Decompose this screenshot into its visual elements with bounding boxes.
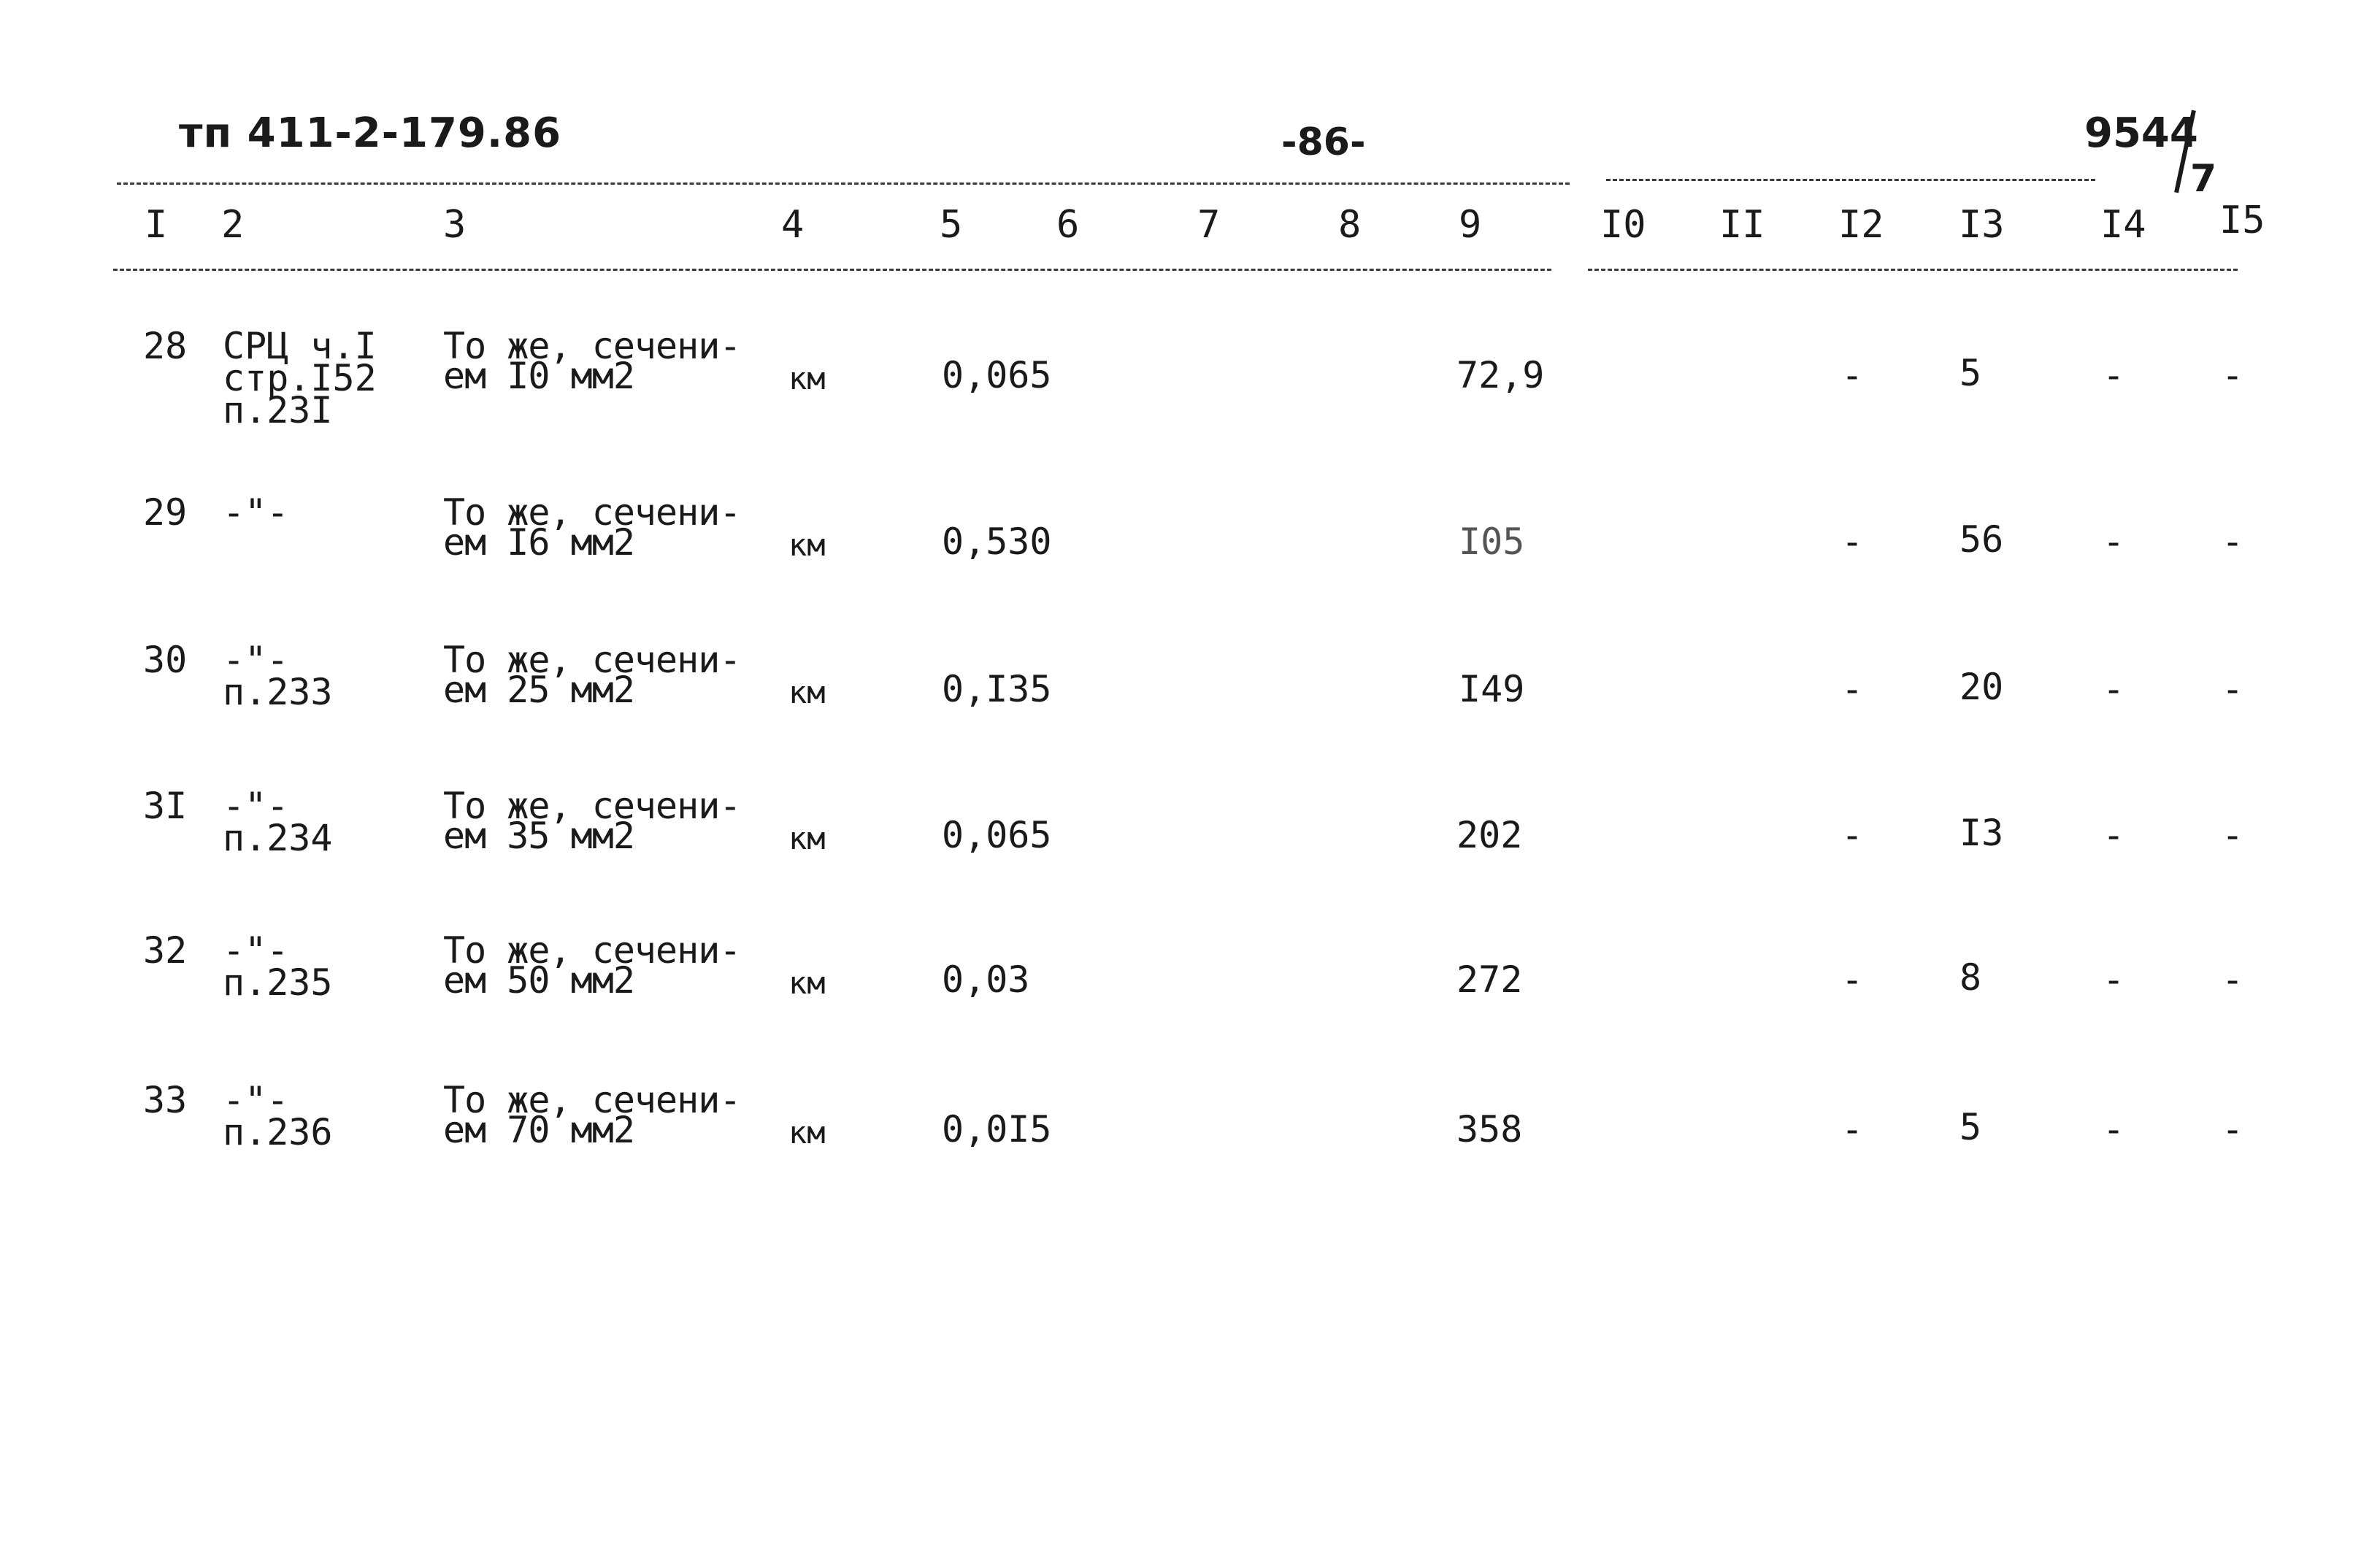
header-bottom-rule-right: [1588, 269, 2238, 271]
col9-value: I05: [1459, 520, 1525, 563]
reference-line: п.233: [223, 671, 333, 713]
col15-value: -: [2222, 958, 2244, 1001]
description-line: ем 50 мм2: [443, 959, 634, 1002]
row-number: 30: [143, 639, 188, 681]
col-header: 5: [940, 203, 963, 247]
header-bottom-rule: [113, 269, 1551, 271]
col9-value: 202: [1456, 814, 1523, 856]
page-number: -86-: [1281, 120, 1366, 164]
row-number: 32: [143, 929, 188, 972]
col13-value: 8: [1959, 956, 1982, 999]
col-header: 8: [1338, 203, 1362, 247]
reference-line: -"-: [223, 1079, 289, 1121]
description-line: То же, сечени-: [443, 325, 741, 367]
description-line: То же, сечени-: [443, 785, 741, 827]
row-number: 3I: [143, 785, 188, 827]
unit: км: [788, 965, 826, 1001]
description-line: То же, сечени-: [443, 639, 741, 681]
col-header: 7: [1197, 203, 1221, 247]
col12-value: -: [1841, 354, 1864, 396]
col9-value: 358: [1456, 1108, 1523, 1150]
col-header: I4: [2100, 203, 2146, 247]
col-header: I5: [2219, 199, 2265, 242]
col14-value: -: [2103, 814, 2125, 856]
col-header: 9: [1459, 203, 1482, 247]
unit: км: [788, 361, 826, 396]
description-line: То же, сечени-: [443, 929, 741, 972]
col13-value: 56: [1959, 518, 2004, 561]
col14-value: -: [2103, 1108, 2125, 1150]
col13-value: 5: [1959, 1106, 1982, 1148]
document-code: тп 411-2-179.86: [179, 109, 562, 157]
col12-value: -: [1841, 520, 1864, 563]
col14-value: -: [2103, 354, 2125, 396]
col13-value: 20: [1959, 666, 2004, 708]
sheet-code: 9544: [2084, 109, 2198, 157]
col15-value: -: [2222, 354, 2244, 396]
col14-value: -: [2103, 520, 2125, 563]
col5-value: 0,065: [942, 354, 1052, 396]
col15-value: -: [2222, 1108, 2244, 1150]
col-header: 4: [781, 203, 805, 247]
header-top-rule: [117, 182, 1570, 185]
col9-value: I49: [1459, 668, 1525, 710]
unit: км: [788, 675, 826, 710]
col12-value: -: [1841, 1108, 1864, 1150]
unit: км: [788, 1115, 826, 1150]
col14-value: -: [2103, 958, 2125, 1001]
reference-line: п.23I: [223, 389, 333, 431]
description-line: ем 25 мм2: [443, 669, 634, 711]
col5-value: 0,065: [942, 814, 1052, 856]
reference-line: -"-: [223, 785, 289, 827]
reference-line: -"-: [223, 491, 289, 534]
col12-value: -: [1841, 668, 1864, 710]
row-number: 33: [143, 1079, 188, 1121]
description-line: То же, сечени-: [443, 1079, 741, 1121]
description-line: ем I6 мм2: [443, 521, 634, 564]
col5-value: 0,0I5: [942, 1108, 1052, 1150]
header-top-rule-right: [1606, 179, 2095, 181]
col13-value: 5: [1959, 352, 1982, 394]
col-header: I: [145, 203, 168, 247]
col-header: 2: [221, 203, 245, 247]
col15-value: -: [2222, 814, 2244, 856]
col-header: I0: [1600, 203, 1646, 247]
col12-value: -: [1841, 958, 1864, 1001]
reference-line: п.235: [223, 961, 333, 1004]
row-number: 28: [143, 325, 188, 367]
col9-value: 72,9: [1456, 354, 1545, 396]
col12-value: -: [1841, 814, 1864, 856]
description-line: ем 70 мм2: [443, 1109, 634, 1151]
unit: км: [788, 527, 826, 563]
col-header: 3: [443, 203, 467, 247]
reference-line: п.234: [223, 817, 333, 859]
col-header: I2: [1838, 203, 1884, 247]
col-header: II: [1719, 203, 1765, 247]
row-number: 29: [143, 491, 188, 534]
col5-value: 0,530: [942, 520, 1052, 563]
col15-value: -: [2222, 668, 2244, 710]
col14-value: -: [2103, 668, 2125, 710]
reference-line: -"-: [223, 929, 289, 972]
reference-line: СРЦ ч.I: [223, 325, 377, 367]
col-header: 6: [1056, 203, 1080, 247]
description-line: То же, сечени-: [443, 491, 741, 534]
description-line: ем 35 мм2: [443, 815, 634, 857]
sheet-sub-number: 7: [2190, 157, 2217, 201]
description-line: ем I0 мм2: [443, 355, 634, 397]
reference-line: -"-: [223, 639, 289, 681]
col9-value: 272: [1456, 958, 1523, 1001]
col15-value: -: [2222, 520, 2244, 563]
col13-value: I3: [1959, 812, 2004, 854]
col5-value: 0,I35: [942, 668, 1052, 710]
col5-value: 0,03: [942, 958, 1030, 1001]
col-header: I3: [1959, 203, 2005, 247]
reference-line: стр.I52: [223, 357, 377, 399]
reference-line: п.236: [223, 1111, 333, 1153]
unit: км: [788, 821, 826, 856]
